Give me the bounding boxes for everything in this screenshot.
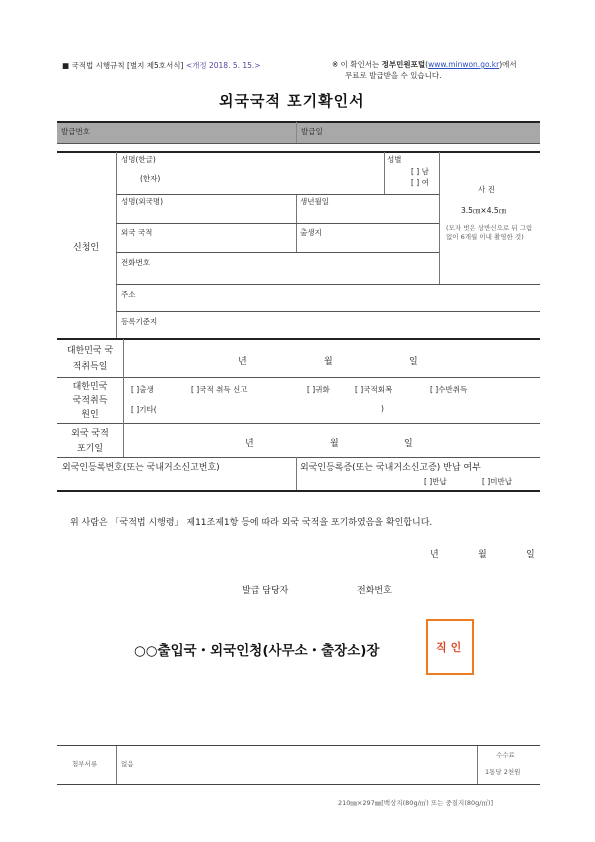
row-line-2 [116,223,439,224]
reason-naturalization-checkbox[interactable]: [ ]귀화 [307,385,330,394]
applicant-top-border [57,151,540,153]
notice-line-2: 무료로 발급받을 수 있습니다. [345,71,442,80]
acq-reason-divider [123,377,124,423]
form-ref-text: ■ 국적법 시행규칙 [별지 제5호서식] [62,61,184,70]
applicant-bottom-border [57,338,540,340]
card-return-label: 외국인등록증(또는 국내거소신고증) 반납 여부 [300,463,481,473]
renounce-date-divider [123,423,124,457]
issue-row-divider [296,122,297,143]
attachments-label: 첨부서류 [72,760,98,768]
row-line-5 [116,311,540,312]
acq-reason-label-1: 대한민국 [72,382,108,392]
foreign-nationality-label: 외국 국적 [121,228,153,237]
reason-other-close: ) [381,404,384,413]
registration-bottom [57,490,540,492]
notice-portal: 정부민원포털 [381,60,426,69]
renounce-date-label-1: 외국 국적 [71,429,109,439]
revision-date: <개정 2018. 5. 15.> [185,61,261,70]
registry-base-label: 등록기준지 [121,317,158,326]
confirm-year: 년 [430,550,439,560]
acq-date-year: 년 [238,357,247,367]
sex-female-checkbox[interactable]: [ ] 여 [411,178,429,187]
confirm-month: 월 [478,550,487,560]
photo-size: 3.5㎝×4.5㎝ [461,206,507,215]
reason-acquisition-report-checkbox[interactable]: [ ]국적 취득 신고 [191,385,248,394]
paper-spec: 210㎜×297㎜[백상지(80g/㎡) 또는 중질지(80g/㎡)] [338,799,494,807]
issue-date-label: 발급일 [301,127,323,136]
reason-restoration-checkbox[interactable]: [ ]국적회복 [355,385,393,394]
acq-date-month: 월 [324,357,333,367]
acq-reason-bottom [57,423,540,424]
footer-divider-1 [116,746,117,784]
acq-reason-label-2: 국적취득 [72,396,108,406]
reason-other-checkbox[interactable]: [ ]기타( [131,405,157,414]
document-title: 외국국적 포기확인서 [219,92,365,110]
row-line-3 [116,252,439,253]
card-not-returned-checkbox[interactable]: [ ]미반납 [482,477,512,486]
renounce-date-day: 일 [404,439,413,449]
issue-number-label: 발급번호 [61,127,90,136]
photo-note: (모자 벗은 상반신으로 뒤 그림 없이 6개월 이내 촬영한 것) [446,224,533,241]
footer-bottom-border [57,784,540,785]
name-hanja-label: (한자) [140,174,161,183]
acq-reason-label-3: 원인 [81,410,99,420]
attachments-value: 없음 [121,760,134,768]
issuance-notice: ※ 이 확인서는 정부민원포털(www.minwon.go.kr)에서 [332,60,517,69]
notice-prefix: ※ 이 확인서는 [332,60,380,69]
renounce-date-year: 년 [245,439,254,449]
sex-label: 성별 [387,155,402,164]
row-line-1 [116,194,439,195]
registration-divider [296,457,297,490]
fee-value: 1통당 2천원 [485,768,521,776]
acq-date-label-2: 적취득일 [72,362,108,372]
birthplace-label: 출생지 [300,228,322,237]
notice-suffix: 에서 [502,60,517,69]
form-reference [62,60,261,71]
acq-date-bottom [57,377,540,378]
name-foreign-label: 성명(외국명) [121,197,164,206]
footer-top-border [57,745,540,746]
footer-divider-2 [477,746,478,784]
renounce-date-bottom [57,457,540,458]
acq-date-divider [123,339,124,377]
phone-label: 전화번호 [121,258,150,267]
portal-link[interactable]: www.minwon.go.kr [428,60,500,69]
confirmation-statement: 위 사람은 「국적법 시행령」 제11조제1항 등에 따라 외국 국적을 포기하였음을 확인합니다. [70,518,433,528]
row-line-4 [116,284,540,285]
issue-row-band [57,122,540,143]
name-korean-label: 성명(한글) [121,155,156,164]
renounce-date-label-2: 포기일 [76,444,104,454]
acq-date-day: 일 [409,357,418,367]
card-returned-checkbox[interactable]: [ ]반납 [424,477,447,486]
acq-date-label-1: 대한민국 국 [66,346,114,356]
reason-birth-checkbox[interactable]: [ ]출생 [131,385,154,394]
applicant-section-label: 신청인 [73,243,100,253]
table-top-border [57,121,540,123]
renounce-date-month: 월 [330,439,339,449]
birth-date-label: 생년월일 [300,197,329,206]
sex-divider [384,152,385,194]
address-label: 주소 [121,290,136,299]
officer-label: 발급 담당자 [242,586,289,596]
photo-divider [439,152,440,284]
sex-male-checkbox[interactable]: [ ] 남 [411,167,429,176]
registration-number-label: 외국인등록번호(또는 국내거소신고번호) [62,463,220,473]
confirm-day: 일 [526,550,535,560]
photo-label: 사 진 [478,185,495,194]
officer-phone-label: 전화번호 [357,586,392,596]
official-seal: 직인 [436,641,466,654]
issuing-office-name: ○○출입국・외국인청(사무소・출장소)장 [134,643,380,659]
reason-accompanying-checkbox[interactable]: [ ]수반취득 [430,385,468,394]
fee-label: 수수료 [496,751,515,759]
issue-row-bottom [57,143,540,144]
